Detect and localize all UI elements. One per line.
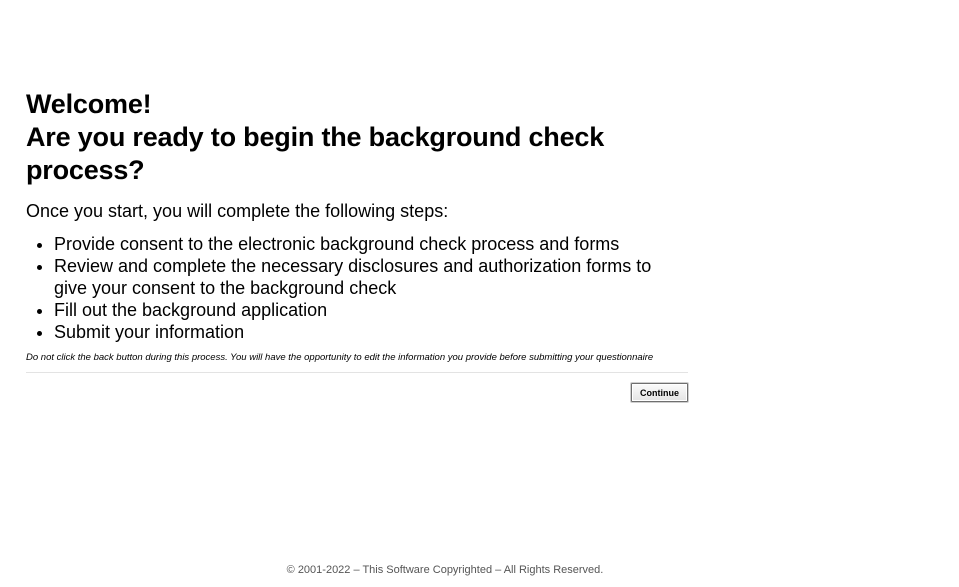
welcome-panel — [26, 88, 688, 413]
steps-list — [26, 233, 688, 343]
back-button-warning: Do not click the back button during this process. You will have the opportunity to edit the information you provide before submitting your questionnaire — [26, 352, 654, 363]
intro-text: Once you start, you will complete the following steps: — [26, 201, 449, 221]
step-item-application: • Fill out the background application — [54, 299, 688, 321]
step-item-consent: • Provide consent to the electronic background check process and forms — [54, 233, 688, 255]
step-item-disclosures: • Review and complete the necessary disclosures and authorization forms to give your consent to the background check — [54, 255, 688, 299]
step-item-submit: • Submit your information — [54, 321, 688, 343]
continue-button[interactable]: Continue — [631, 383, 688, 402]
copyright-footer: © 2001-2022 – This Software Copyrighted – All Rights Reserved. — [286, 564, 604, 576]
welcome-heading: Welcome! — [26, 89, 152, 119]
actions-bar — [26, 373, 688, 413]
page-title — [26, 88, 688, 187]
ready-heading: Are you ready to begin the background check process? — [26, 122, 605, 185]
